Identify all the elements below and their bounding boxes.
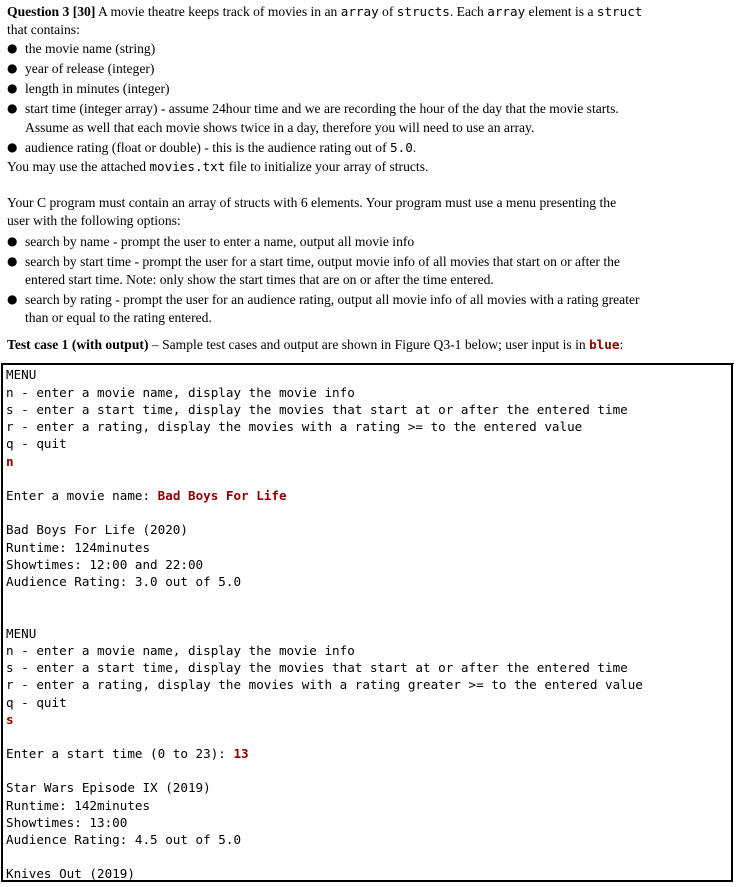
- intro-code-structs: structs: [396, 4, 450, 19]
- bullet-icon: ●: [7, 292, 18, 306]
- file-name-code: movies.txt: [149, 159, 226, 174]
- menu-option: s - enter a start time, display the movies that start at or after the entered time: [6, 402, 628, 417]
- intro-text-c: . Each: [449, 4, 488, 19]
- option-item: search by start time - prompt the user for a start time, output movie info of all movies that start on or after the: [25, 254, 620, 269]
- file-line: [7, 157, 735, 176]
- intro-code-array: array: [340, 4, 379, 19]
- bullet-icon: ●: [7, 140, 18, 154]
- bullet-icon: ●: [7, 61, 18, 75]
- movie-info-line: Showtimes: 12:00 and 22:00: [6, 557, 204, 572]
- program-line-2: user with the following options:: [7, 213, 181, 228]
- test-case-end: :: [619, 337, 624, 352]
- movie-info-line: Audience Rating: 4.5 out of 5.0: [6, 832, 242, 847]
- intro-code-array-2: array: [487, 4, 526, 19]
- user-input: n: [6, 454, 14, 469]
- test-case-text: – Sample test cases and output are shown in Figure Q3-1 below; user input is in: [148, 337, 590, 352]
- rating-period: .: [412, 140, 417, 155]
- user-input: 13: [233, 746, 249, 761]
- menu-title: MENU: [6, 367, 37, 382]
- menu-option: r - enter a rating, display the movies with a rating greater >= to the entered value: [6, 677, 643, 692]
- file-text-a: You may use the attached: [7, 159, 150, 174]
- bullet-icon: ●: [7, 234, 18, 248]
- movie-info-line: Runtime: 124minutes: [6, 540, 151, 555]
- field-item: start time (integer array) - assume 24hour time and we are recording the hour of the day that the movie starts.: [25, 101, 619, 116]
- user-input: s: [6, 712, 14, 727]
- test-case-heading: Test case 1 (with output): [7, 337, 149, 352]
- field-item: the movie name (string): [25, 41, 156, 56]
- menu-title: MENU: [6, 626, 37, 641]
- movie-info-line: Audience Rating: 3.0 out of 5.0: [6, 574, 242, 589]
- intro-line-2: that contains:: [7, 22, 80, 37]
- option-item: search by name - prompt the user to enter a name, output all movie info: [25, 234, 415, 249]
- field-item-continued: Assume as well that each movie shows twice in a day, therefore you will need to use an array.: [25, 120, 535, 135]
- menu-option: q - quit: [6, 436, 67, 451]
- prompt-line: [6, 487, 287, 504]
- movie-info-line: Bad Boys For Life (2020): [6, 522, 188, 537]
- user-input: Bad Boys For Life: [157, 488, 287, 503]
- console-top-border: [1, 363, 734, 364]
- movie-info-line: Knives Out (2019): [6, 866, 135, 881]
- intro-text-d: element is a: [525, 4, 597, 19]
- prompt-line: [6, 745, 249, 762]
- blue-keyword: blue: [589, 337, 620, 352]
- field-item: length in minutes (integer): [25, 81, 170, 96]
- intro-code-struct: struct: [596, 4, 643, 19]
- question-label: Question 3 [30]: [7, 4, 96, 19]
- option-item: search by rating - prompt the user for an audience rating, output all movie info of all movies with a rating greater: [25, 292, 640, 307]
- movie-info-line: Star Wars Episode IX (2019): [6, 780, 211, 795]
- option-item-continued: entered start time. Note: only show the start times that are on or after the time entered.: [25, 272, 494, 287]
- option-item-continued: than or equal to the rating entered.: [25, 310, 212, 325]
- bullet-icon: ●: [7, 254, 18, 268]
- bullet-icon: ●: [7, 41, 18, 55]
- rating-value-code: 5.0: [390, 140, 413, 155]
- movie-info-line: Showtimes: 13:00: [6, 815, 128, 830]
- prompt-text: Enter a movie name:: [6, 488, 158, 503]
- prompt-text: Enter a start time (0 to 23):: [6, 746, 234, 761]
- menu-option: n - enter a movie name, display the movie info: [6, 643, 355, 658]
- file-text-b: file to initialize your array of structs.: [225, 159, 429, 174]
- menu-option: r - enter a rating, display the movies with a rating >= to the entered value: [6, 419, 583, 434]
- field-item: year of release (integer): [25, 61, 155, 76]
- bullet-icon: ●: [7, 101, 18, 115]
- question-intro-line: [7, 2, 735, 21]
- intro-text-b: of: [378, 4, 397, 19]
- program-line-1: Your C program must contain an array of structs with 6 elements. Your program must use a menu presenting the: [7, 195, 617, 210]
- menu-option: q - quit: [6, 695, 67, 710]
- field-rating-text: audience rating (float or double) - this is the audience rating out of: [25, 140, 391, 155]
- test-case-line: [7, 335, 735, 354]
- intro-text-a: A movie theatre keeps track of movies in an: [95, 4, 341, 19]
- field-item: [25, 138, 735, 157]
- menu-option: n - enter a movie name, display the movie info: [6, 385, 355, 400]
- bullet-icon: ●: [7, 81, 18, 95]
- menu-option: s - enter a start time, display the movies that start at or after the entered time: [6, 660, 628, 675]
- movie-info-line: Runtime: 142minutes: [6, 798, 151, 813]
